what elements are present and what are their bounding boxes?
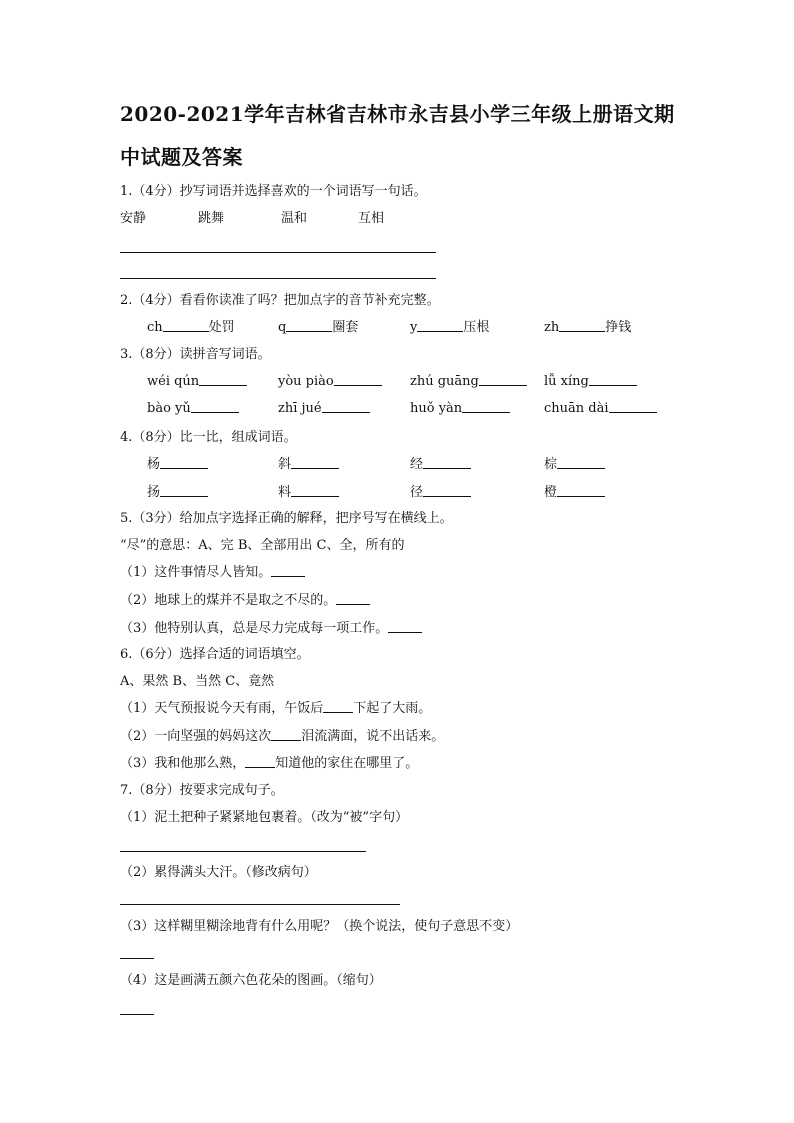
answer-blank[interactable]	[609, 400, 657, 413]
sentence-end: 知道他的家住在哪里了。	[275, 756, 419, 771]
q1-word: 温和	[281, 211, 308, 226]
q5-item	[120, 561, 305, 580]
answer-blank[interactable]	[589, 373, 637, 386]
sentence: （3）他特别认真，总是尽力完成每一项工作。	[120, 621, 389, 636]
answer-blank[interactable]	[479, 373, 527, 386]
q3-pinyin-item	[410, 373, 527, 389]
character: 橙	[544, 485, 558, 500]
answer-blank[interactable]	[160, 456, 208, 469]
answer-blank[interactable]	[291, 456, 339, 469]
answer-blank[interactable]	[417, 319, 463, 332]
q3-pinyin-item	[278, 400, 370, 416]
pinyin: yòu piào	[278, 374, 334, 389]
answer-blank[interactable]	[559, 319, 605, 332]
question-6-prompt: 6.（6分）选择合适的词语填空。	[120, 647, 310, 662]
q4-char-item	[544, 453, 605, 472]
pinyin: zhú guāng	[410, 374, 479, 389]
q2-item	[410, 316, 489, 335]
q5-item	[120, 617, 422, 636]
pinyin: zhī jué	[278, 401, 322, 416]
q3-pinyin-item	[147, 373, 247, 389]
character: 经	[410, 457, 424, 472]
q1-word: 互相	[358, 211, 385, 226]
answer-line[interactable]	[120, 1014, 154, 1015]
q3-pinyin-item	[147, 400, 239, 416]
pinyin: chuān dài	[544, 401, 609, 416]
answer-blank[interactable]	[160, 484, 208, 497]
character: 杨	[147, 457, 161, 472]
answer-blank[interactable]	[557, 456, 605, 469]
q3-pinyin-item	[544, 373, 637, 389]
q7-item: （2）累得满头大汗。（修改病句）	[120, 865, 317, 880]
answer-blank[interactable]	[199, 373, 247, 386]
q7-item: （1）泥土把种子紧紧地包裹着。（改为“被”字句）	[120, 810, 409, 825]
answer-blank[interactable]	[323, 700, 353, 713]
answer-blank[interactable]	[271, 564, 305, 577]
q6-item	[120, 697, 431, 716]
question-7-prompt: 7.（8分）按要求完成句子。	[120, 783, 284, 798]
q2-item	[544, 316, 631, 335]
q2-word: 圈套	[332, 320, 359, 335]
q4-char-item	[544, 481, 605, 500]
q2-item	[278, 316, 358, 335]
q1-word: 安静	[120, 211, 147, 226]
q4-char-item	[278, 481, 339, 500]
question-2-prompt: 2.（4分）看看你读准了吗？把加点字的音节补充完整。	[120, 293, 440, 308]
question-1-prompt: 1.（4分）抄写词语并选择喜欢的一个词语写一句话。	[120, 184, 427, 199]
q7-item: （3）这样糊里糊涂地背有什么用呢？（换个说法，使句子意思不变）	[120, 919, 519, 934]
q4-char-item	[147, 453, 208, 472]
q5-definition: “尽”的意思：A、完 B、全部用出 C、全，所有的	[120, 538, 405, 553]
q2-initial: zh	[544, 320, 560, 335]
q7-item: （4）这是画满五颜六色花朵的图画。（缩句）	[120, 973, 382, 988]
q3-pinyin-item	[544, 400, 657, 416]
q2-word: 处罚	[208, 320, 235, 335]
sentence: （2）地球上的煤并不是取之不尽的。	[120, 593, 337, 608]
answer-blank[interactable]	[191, 400, 239, 413]
answer-blank[interactable]	[557, 484, 605, 497]
character: 棕	[544, 457, 558, 472]
q2-initial: q	[278, 320, 287, 335]
character: 径	[410, 485, 424, 500]
answer-blank[interactable]	[286, 319, 332, 332]
pinyin: huǒ yàn	[410, 401, 463, 416]
answer-blank[interactable]	[336, 592, 370, 605]
question-5-prompt: 5.（3分）给加点字选择正确的解释，把序号写在横线上。	[120, 511, 453, 526]
q3-pinyin-item	[410, 400, 510, 416]
answer-blank[interactable]	[245, 755, 275, 768]
answer-line[interactable]	[120, 958, 154, 959]
q6-item	[120, 725, 444, 744]
q3-pinyin-item	[278, 373, 382, 389]
pinyin: lǚ xíng	[544, 374, 589, 389]
sentence-start: （3）我和他那么熟，	[120, 756, 246, 771]
q4-char-item	[410, 481, 471, 500]
sentence-end: 下起了大雨。	[353, 701, 432, 716]
answer-line[interactable]	[120, 851, 366, 852]
answer-line[interactable]	[120, 252, 436, 253]
answer-blank[interactable]	[423, 456, 471, 469]
q1-word: 跳舞	[198, 211, 225, 226]
pinyin: wéi qún	[147, 374, 200, 389]
q4-char-item	[147, 481, 208, 500]
question-4-prompt: 4.（8分）比一比，组成词语。	[120, 430, 297, 445]
answer-blank[interactable]	[271, 728, 301, 741]
character: 斜	[278, 457, 292, 472]
answer-blank[interactable]	[462, 400, 510, 413]
answer-blank[interactable]	[423, 484, 471, 497]
sentence: （1）这件事情尽人皆知。	[120, 565, 272, 580]
q2-word: 挣钱	[605, 320, 632, 335]
question-3-prompt: 3.（8分）读拼音写词语。	[120, 347, 271, 362]
answer-line[interactable]	[120, 904, 400, 905]
q5-item	[120, 589, 370, 608]
pinyin: bào yǔ	[147, 401, 191, 416]
q4-char-item	[278, 453, 339, 472]
q6-item	[120, 752, 418, 771]
answer-blank[interactable]	[163, 319, 209, 332]
answer-blank[interactable]	[388, 620, 422, 633]
answer-blank[interactable]	[322, 400, 370, 413]
character: 料	[278, 485, 292, 500]
q6-options: A、果然 B、当然 C、竟然	[120, 674, 275, 689]
q2-initial: y	[410, 320, 418, 335]
character: 扬	[147, 485, 161, 500]
answer-blank[interactable]	[334, 373, 382, 386]
page-title-line-2: 中试题及答案	[120, 145, 243, 169]
q4-char-item	[410, 453, 471, 472]
sentence-start: （2）一向坚强的妈妈这次	[120, 729, 272, 744]
sentence-start: （1）天气预报说今天有雨，午饭后	[120, 701, 324, 716]
q2-item	[147, 316, 235, 335]
q2-initial: ch	[147, 320, 163, 335]
answer-line[interactable]	[120, 278, 436, 279]
page-title-line-1: 2020-2021学年吉林省吉林市永吉县小学三年级上册语文期	[120, 102, 675, 126]
q2-word: 压根	[463, 320, 490, 335]
sentence-end: 泪流满面，说不出话来。	[301, 729, 445, 744]
answer-blank[interactable]	[291, 484, 339, 497]
